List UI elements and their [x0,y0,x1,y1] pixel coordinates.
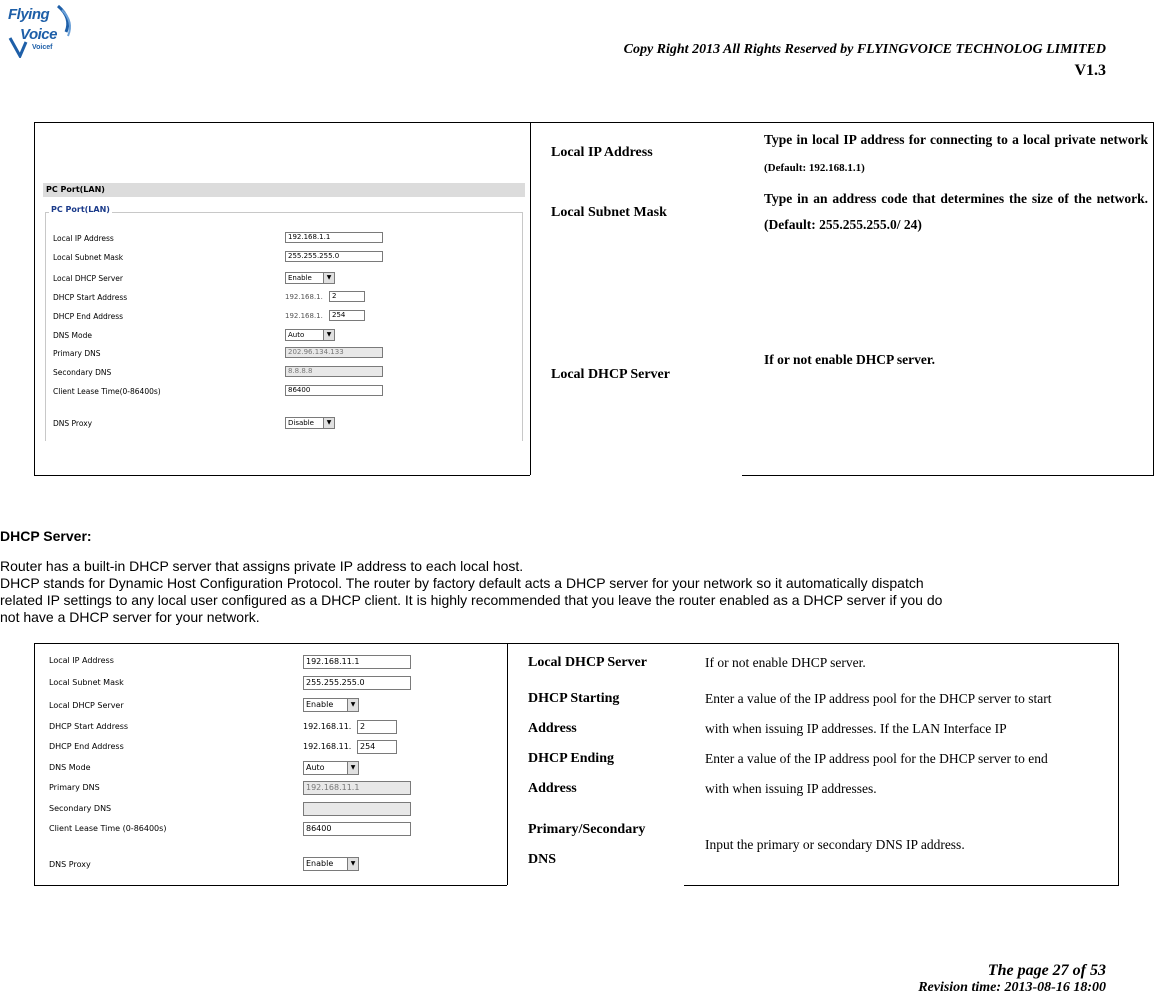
pc-port-lan-screenshot [43,183,525,441]
end-ip-prefix: 192.168.1. [285,312,323,320]
border-gap [530,475,742,478]
primary-dns-input[interactable]: 192.168.11.1 [303,781,411,795]
desc-default: (Default: 192.168.1.1) [764,162,865,174]
param-name [528,684,619,744]
logo-text-flying: Flying [8,6,50,23]
dhcp-server-screenshot [47,652,417,880]
param-desc [764,127,1148,181]
field-label: DNS Mode [49,763,91,772]
field-label: DHCP End Address [49,742,124,751]
document-version: V1.3 [1074,62,1106,79]
field-label: Client Lease Time(0-86400s) [53,387,161,396]
select-value: Enable [306,700,334,709]
select-value: Disable [288,419,314,427]
paragraph-line: DHCP stands for Dynamic Host Configuration Protocol. The router by factory default acts a DHCP server for your network so it automatically dispatch [0,575,924,591]
dhcp-server-select[interactable] [285,272,335,284]
dns-mode-select[interactable] [303,761,359,775]
chevron-down-icon: ▼ [347,699,358,711]
pc-port-lan-table [34,122,1154,476]
desc-line: Input the primary or secondary DNS IP address. [705,837,965,852]
field-label: Local DHCP Server [49,701,124,710]
lease-time-input[interactable]: 86400 [285,385,383,396]
column-divider [507,644,508,887]
primary-dns-input[interactable]: 202.96.134.133 [285,347,383,358]
param-name: Local IP Address [551,145,653,160]
screenshot-title-bar: PC Port(LAN) [43,183,525,197]
param-desc [705,648,1115,678]
name-line: Local DHCP Server [528,655,647,670]
param-desc [705,830,1115,860]
end-ip-prefix: 192.168.11. [303,742,352,751]
select-value: Enable [288,274,312,282]
logo-text-tagline: Voicef [32,44,53,51]
field-label: Primary DNS [49,783,100,792]
start-ip-prefix: 192.168.11. [303,722,352,731]
secondary-dns-input[interactable]: 8.8.8.8 [285,366,383,377]
copyright-notice: Copy Right 2013 All Rights Reserved by FLYINGVOICE TECHNOLOG LIMITED [623,42,1106,57]
paragraph-line: related IP settings to any local user configured as a DHCP client. It is highly recommended that you leave the router enabled as a DHCP server if you do [0,592,943,608]
desc-line: with when issuing IP addresses. [705,781,877,796]
subnet-mask-input[interactable]: 255.255.255.0 [303,676,411,690]
dhcp-end-input[interactable]: 254 [357,740,397,754]
paragraph-line: not have a DHCP server for your network. [0,609,260,625]
param-name: Local Subnet Mask [551,205,667,220]
chevron-down-icon: ▼ [323,273,334,283]
param-desc [705,744,1115,804]
name-line: DHCP Starting [528,691,620,706]
field-label: Local IP Address [53,234,114,243]
section-title: DHCP Server: [0,528,92,544]
field-label: Client Lease Time (0-86400s) [49,824,167,833]
local-ip-input[interactable]: 192.168.1.1 [285,232,383,243]
desc-main: Type in local IP address for connecting to a local private network [764,132,1148,147]
field-label: Secondary DNS [53,368,112,377]
field-label: DNS Mode [53,331,92,340]
dhcp-start-input[interactable]: 2 [329,291,365,302]
revision-time: Revision time: 2013-08-16 18:00 [918,980,1106,995]
dns-mode-select[interactable] [285,329,335,341]
paragraph-line: Router has a built-in DHCP server that assigns private IP address to each local host. [0,558,524,574]
name-line: Address [528,721,577,736]
name-line: DNS [528,852,557,867]
lease-time-input[interactable]: 86400 [303,822,411,836]
field-label: DHCP Start Address [53,293,128,302]
name-line: Primary/Secondary [528,822,646,837]
param-name: Local DHCP Server [551,367,670,382]
field-label: Local Subnet Mask [53,253,124,262]
dhcp-start-input[interactable]: 2 [357,720,397,734]
field-label: Local IP Address [49,656,114,665]
desc-line: Enter a value of the IP address pool for the DHCP server to end [705,751,1048,766]
chevron-down-icon: ▼ [347,762,358,774]
border-gap [507,885,684,888]
field-label: Local Subnet Mask [49,678,124,687]
screenshot-legend: PC Port(LAN) [51,205,110,214]
page-number: The page 27 of 53 [987,962,1106,979]
field-label: Secondary DNS [49,804,112,813]
select-value: Enable [306,859,334,868]
param-name [528,744,614,804]
param-name [528,648,647,678]
dns-proxy-select[interactable] [285,417,335,429]
screenshot-fieldset [45,212,523,441]
select-value: Auto [288,331,305,339]
field-label: DNS Proxy [53,419,93,428]
company-logo [6,4,76,56]
chevron-down-icon: ▼ [323,330,334,340]
dns-proxy-select[interactable] [303,857,359,871]
param-name [528,815,645,875]
secondary-dns-input[interactable] [303,802,411,816]
local-ip-input[interactable]: 192.168.11.1 [303,655,411,669]
start-ip-prefix: 192.168.1. [285,293,323,301]
section-paragraph [0,558,1154,626]
desc-line: Enter a value of the IP address pool for the DHCP server to start [705,691,1052,706]
field-label: DNS Proxy [49,860,91,869]
param-desc: If or not enable DHCP server. [764,352,935,367]
param-desc: Type in an address code that determines the size of the network. (Default: 255.255.255.0/ 24) [764,191,1148,232]
name-line: Address [528,781,577,796]
chevron-down-icon: ▼ [323,418,334,428]
desc-line: with when issuing IP addresses. If the LAN Interface IP [705,721,1007,736]
desc-line: If or not enable DHCP server. [705,655,866,670]
logo-text-voice: Voice [20,26,57,43]
field-label: DHCP Start Address [49,722,129,731]
name-line: DHCP Ending [528,751,614,766]
dhcp-server-table [34,643,1119,886]
field-label: Primary DNS [53,349,101,358]
field-label: Local DHCP Server [53,274,123,283]
dhcp-server-select[interactable] [303,698,359,712]
column-divider [530,123,531,477]
select-value: Auto [306,763,325,772]
param-desc [705,684,1115,744]
field-label: DHCP End Address [53,312,124,321]
chevron-down-icon: ▼ [347,858,358,870]
subnet-mask-input[interactable]: 255.255.255.0 [285,251,383,262]
dhcp-end-input[interactable]: 254 [329,310,365,321]
